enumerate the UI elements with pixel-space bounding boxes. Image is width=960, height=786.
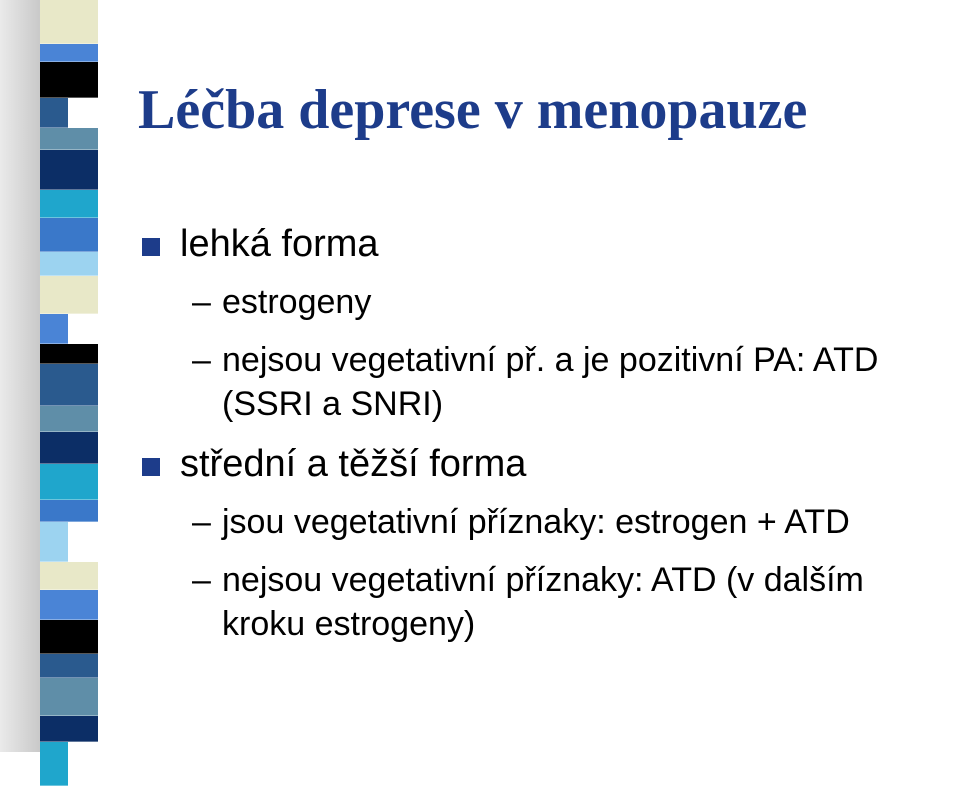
stripe-block bbox=[40, 620, 98, 654]
bullet-list bbox=[140, 220, 960, 660]
sub-item bbox=[140, 500, 960, 544]
sub-item-text: estrogeny bbox=[222, 283, 372, 321]
bullet-text: střední a těžší forma bbox=[180, 443, 527, 485]
stripe-block bbox=[40, 62, 98, 98]
stripe-block bbox=[40, 218, 98, 252]
decorative-stripe-band bbox=[0, 0, 120, 752]
bullet-text: lehká forma bbox=[180, 223, 379, 265]
sub-item bbox=[140, 280, 960, 324]
stripe-block bbox=[40, 190, 98, 218]
stripe-block bbox=[40, 716, 98, 742]
stripe-block bbox=[40, 344, 98, 364]
stripe-block bbox=[40, 742, 68, 786]
stripe-block bbox=[40, 364, 98, 406]
stripe-shadow bbox=[0, 0, 40, 752]
stripe-block bbox=[40, 128, 98, 150]
stripe-block bbox=[40, 276, 98, 314]
stripe-block bbox=[40, 252, 98, 276]
stripe-block bbox=[40, 654, 98, 678]
stripe-block bbox=[40, 314, 68, 344]
sub-item-text: jsou vegetativní příznaky: estrogen + ATD bbox=[222, 503, 850, 541]
stripe-block bbox=[40, 406, 98, 432]
stripe-block bbox=[40, 432, 98, 464]
stripe-block bbox=[40, 464, 98, 500]
sub-item bbox=[140, 338, 960, 426]
stripe-block bbox=[40, 590, 98, 620]
square-bullet-icon bbox=[142, 238, 160, 256]
stripe-block bbox=[40, 678, 98, 716]
stripe-block bbox=[40, 562, 98, 590]
stripe-block bbox=[40, 0, 98, 44]
sub-item-text: nejsou vegetativní př. a je pozitivní PA: ATD (SSRI a SNRI) bbox=[222, 341, 879, 423]
dash-bullet-icon: – bbox=[192, 561, 211, 599]
stripe-block bbox=[40, 150, 98, 190]
bullet-item-moderate-severe-form bbox=[140, 440, 960, 646]
bullet-item-mild-form bbox=[140, 220, 960, 426]
square-bullet-icon bbox=[142, 458, 160, 476]
stripe-block bbox=[40, 522, 68, 562]
stripe-blocks bbox=[40, 0, 98, 752]
stripe-gap bbox=[98, 0, 120, 752]
sub-item bbox=[140, 558, 960, 646]
stripe-block bbox=[40, 44, 98, 62]
stripe-block bbox=[40, 500, 98, 522]
dash-bullet-icon: – bbox=[192, 341, 211, 379]
stripe-block bbox=[40, 98, 68, 128]
sub-item-text: nejsou vegetativní příznaky: ATD (v dalším kroku estrogeny) bbox=[222, 561, 864, 643]
sub-list bbox=[180, 280, 960, 426]
dash-bullet-icon: – bbox=[192, 283, 211, 321]
slide-title: Léčba deprese v menopauze bbox=[138, 79, 808, 141]
sub-list bbox=[180, 500, 960, 646]
dash-bullet-icon: – bbox=[192, 503, 211, 541]
